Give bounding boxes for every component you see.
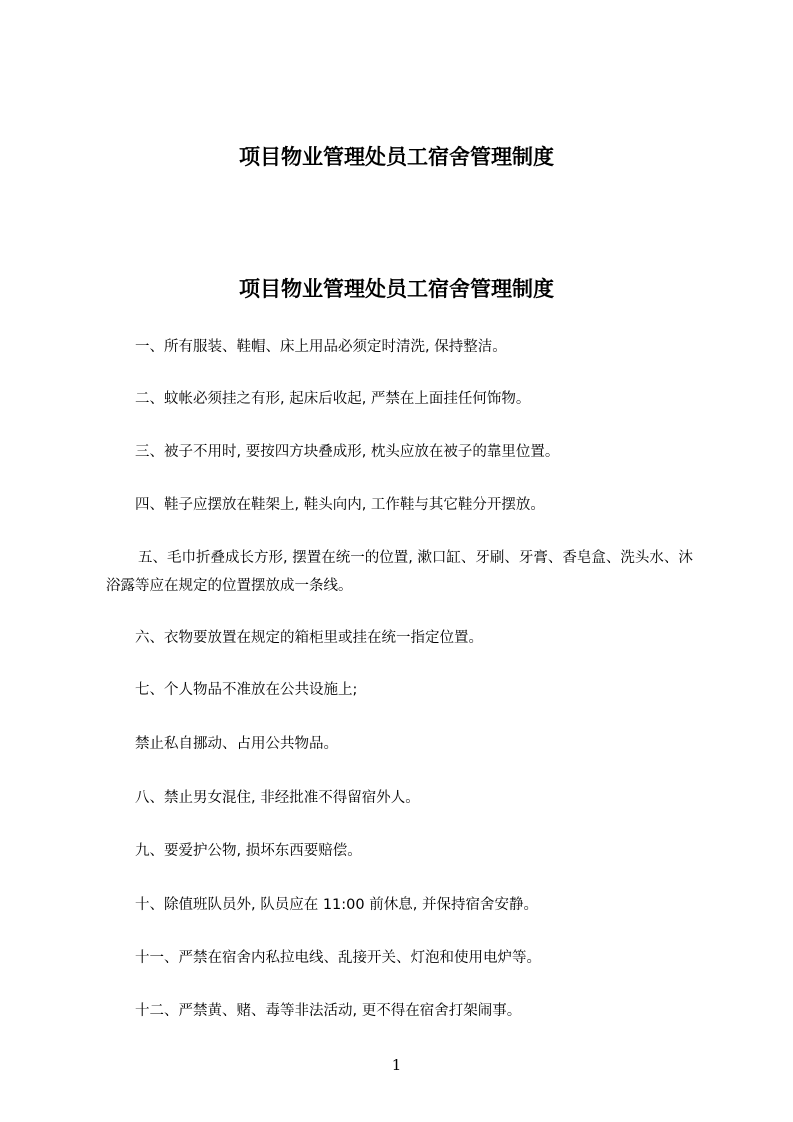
rule-paragraph-7-continued: 禁止私自挪动、占用公共物品。: [135, 736, 338, 752]
rule-paragraph-9: 九、要爱护公物, 损坏东西要赔偿。: [135, 843, 362, 859]
rule-paragraph-2: 二、蚊帐必须挂之有形, 起床后收起, 严禁在上面挂任何饰物。: [135, 391, 531, 407]
rule-paragraph-10: 十、除值班队员外, 队员应在 11:00 前休息, 并保持宿舍安静。: [135, 897, 538, 913]
rule-paragraph-3: 三、被子不用时, 要按四方块叠成形, 枕头应放在被子的靠里位置。: [135, 444, 560, 460]
page-number: 1: [391, 1056, 402, 1074]
rule-paragraph-11: 十一、严禁在宿舍内私拉电线、乱接开关、灯泡和使用电炉等。: [135, 950, 541, 966]
rule-paragraph-4: 四、鞋子应摆放在鞋架上, 鞋头向内, 工作鞋与其它鞋分开摆放。: [135, 497, 545, 513]
rule-paragraph-12: 十二、严禁黄、赌、毒等非法活动, 更不得在宿舍打架闹事。: [135, 1003, 522, 1019]
rule-paragraph-6: 六、衣物要放置在规定的箱柜里或挂在统一指定位置。: [135, 630, 483, 646]
document-heading: 项目物业管理处员工宿舍管理制度: [239, 277, 554, 301]
rule-paragraph-8: 八、禁止男女混住, 非经批准不得留宿外人。: [135, 790, 420, 806]
rule-paragraph-1: 一、所有服装、鞋帽、床上用品必须定时清洗, 保持整洁。: [135, 339, 507, 355]
rule-paragraph-5: 五、毛巾折叠成长方形, 摆置在统一的位置, 漱口缸、牙刷、牙膏、香皂盒、洗头水、沐浴露等应在规定的位置摆放成一条线。: [106, 550, 693, 594]
rule-paragraph-7: 七、个人物品不准放在公共设施上;: [135, 682, 358, 698]
cover-title: 项目物业管理处员工宿舍管理制度: [239, 145, 554, 169]
